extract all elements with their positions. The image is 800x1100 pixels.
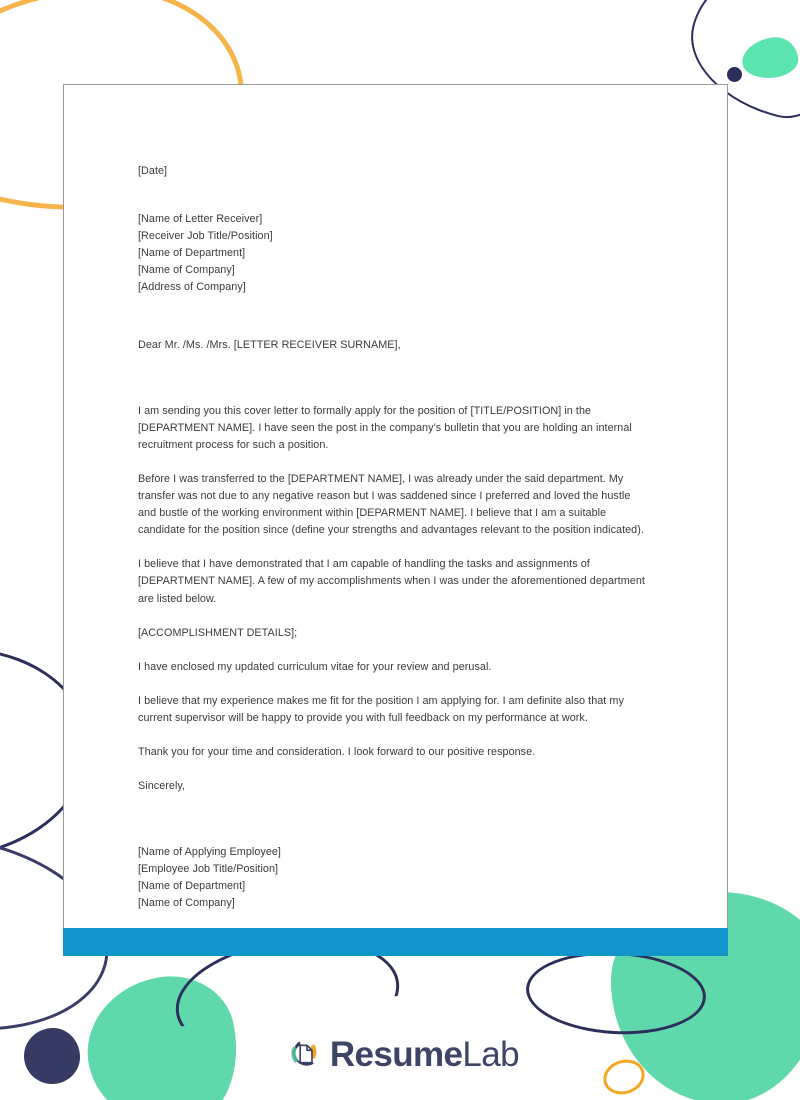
resumelab-wordmark xyxy=(329,1034,519,1074)
signature-line: [Name of Department] xyxy=(138,880,246,893)
recipient-line: [Address of Company] xyxy=(138,281,246,294)
closing-salutation: Sincerely, xyxy=(138,780,186,793)
recipient-line: [Name of Department] xyxy=(138,247,246,260)
recipient-line: [Name of Letter Receiver] xyxy=(138,213,263,226)
decorative-dot-navy-bottom-left xyxy=(24,1028,80,1084)
letter-paragraph: Thank you for your time and consideration. I look forward to our positive response. xyxy=(138,745,536,758)
letter-paragraph: I believe that I have demonstrated that I am capable of handling the tasks and assignments of [DEPARTMENT NAME]. A few of my accomplishments when I was under the aforementioned department are listed below. xyxy=(138,558,645,605)
brand-name-bold: Resume xyxy=(329,1034,463,1074)
resumelab-document-circle-icon xyxy=(289,1031,319,1077)
signature-line: [Name of Company] xyxy=(138,897,235,910)
letter-paragraph: I have enclosed my updated curriculum vitae for your review and perusal. xyxy=(138,660,492,673)
letter-paragraph: Before I was transferred to the [DEPARTMENT NAME], I was already under the said department. My transfer was not due to any negative reason but I was saddened since I preferred and loved the hustle and bustle of the working environment within [DEPARMENT NAME]. I believe that I am a suitable candidate for the position since (define your strengths and advantages relevant to the position indicated). xyxy=(138,472,644,537)
recipient-line: [Receiver Job Title/Position] xyxy=(138,230,273,243)
signature-line: [Name of Applying Employee] xyxy=(138,846,281,859)
date-block xyxy=(138,163,655,180)
decorative-blob-green-top-right xyxy=(739,34,800,81)
signature-block xyxy=(138,844,655,912)
decorative-curve-navy-bottom-right xyxy=(524,947,708,1038)
signature-line: [Employee Job Title/Position] xyxy=(138,863,279,876)
decorative-ellipse-orange-bottom-right xyxy=(599,1054,649,1099)
letter-paragraph: I believe that my experience makes me fit for the position I am applying for. I am definite also that my current supervisor will be happy to provide you with full feedback on my performance at work. xyxy=(138,694,624,724)
brand-name-light: Lab xyxy=(462,1034,519,1074)
salutation: Dear Mr. /Ms. /Mrs. [LETTER RECEIVER SURNAME], xyxy=(138,338,401,351)
page-footer-accent-bar xyxy=(63,928,728,956)
decorative-blob-green-bottom-left xyxy=(74,964,252,1100)
resumelab-logo xyxy=(289,1024,519,1084)
cover-letter-page xyxy=(63,84,728,956)
letter-paragraph: I am sending you this cover letter to formally apply for the position of [TITLE/POSITION] in the [DEPARTMENT NAME]. I have seen the post in the company’s bulletin that you are holding an internal recruitment process for such a position. xyxy=(138,404,632,451)
decorative-dot-navy-top-right xyxy=(727,67,742,82)
date-placeholder: [Date] xyxy=(138,165,168,177)
recipient-block xyxy=(138,211,655,296)
letter-body xyxy=(64,85,727,913)
recipient-line: [Name of Company] xyxy=(138,264,235,277)
accomplishment-details-placeholder: [ACCOMPLISHMENT DETAILS]; xyxy=(138,626,298,639)
